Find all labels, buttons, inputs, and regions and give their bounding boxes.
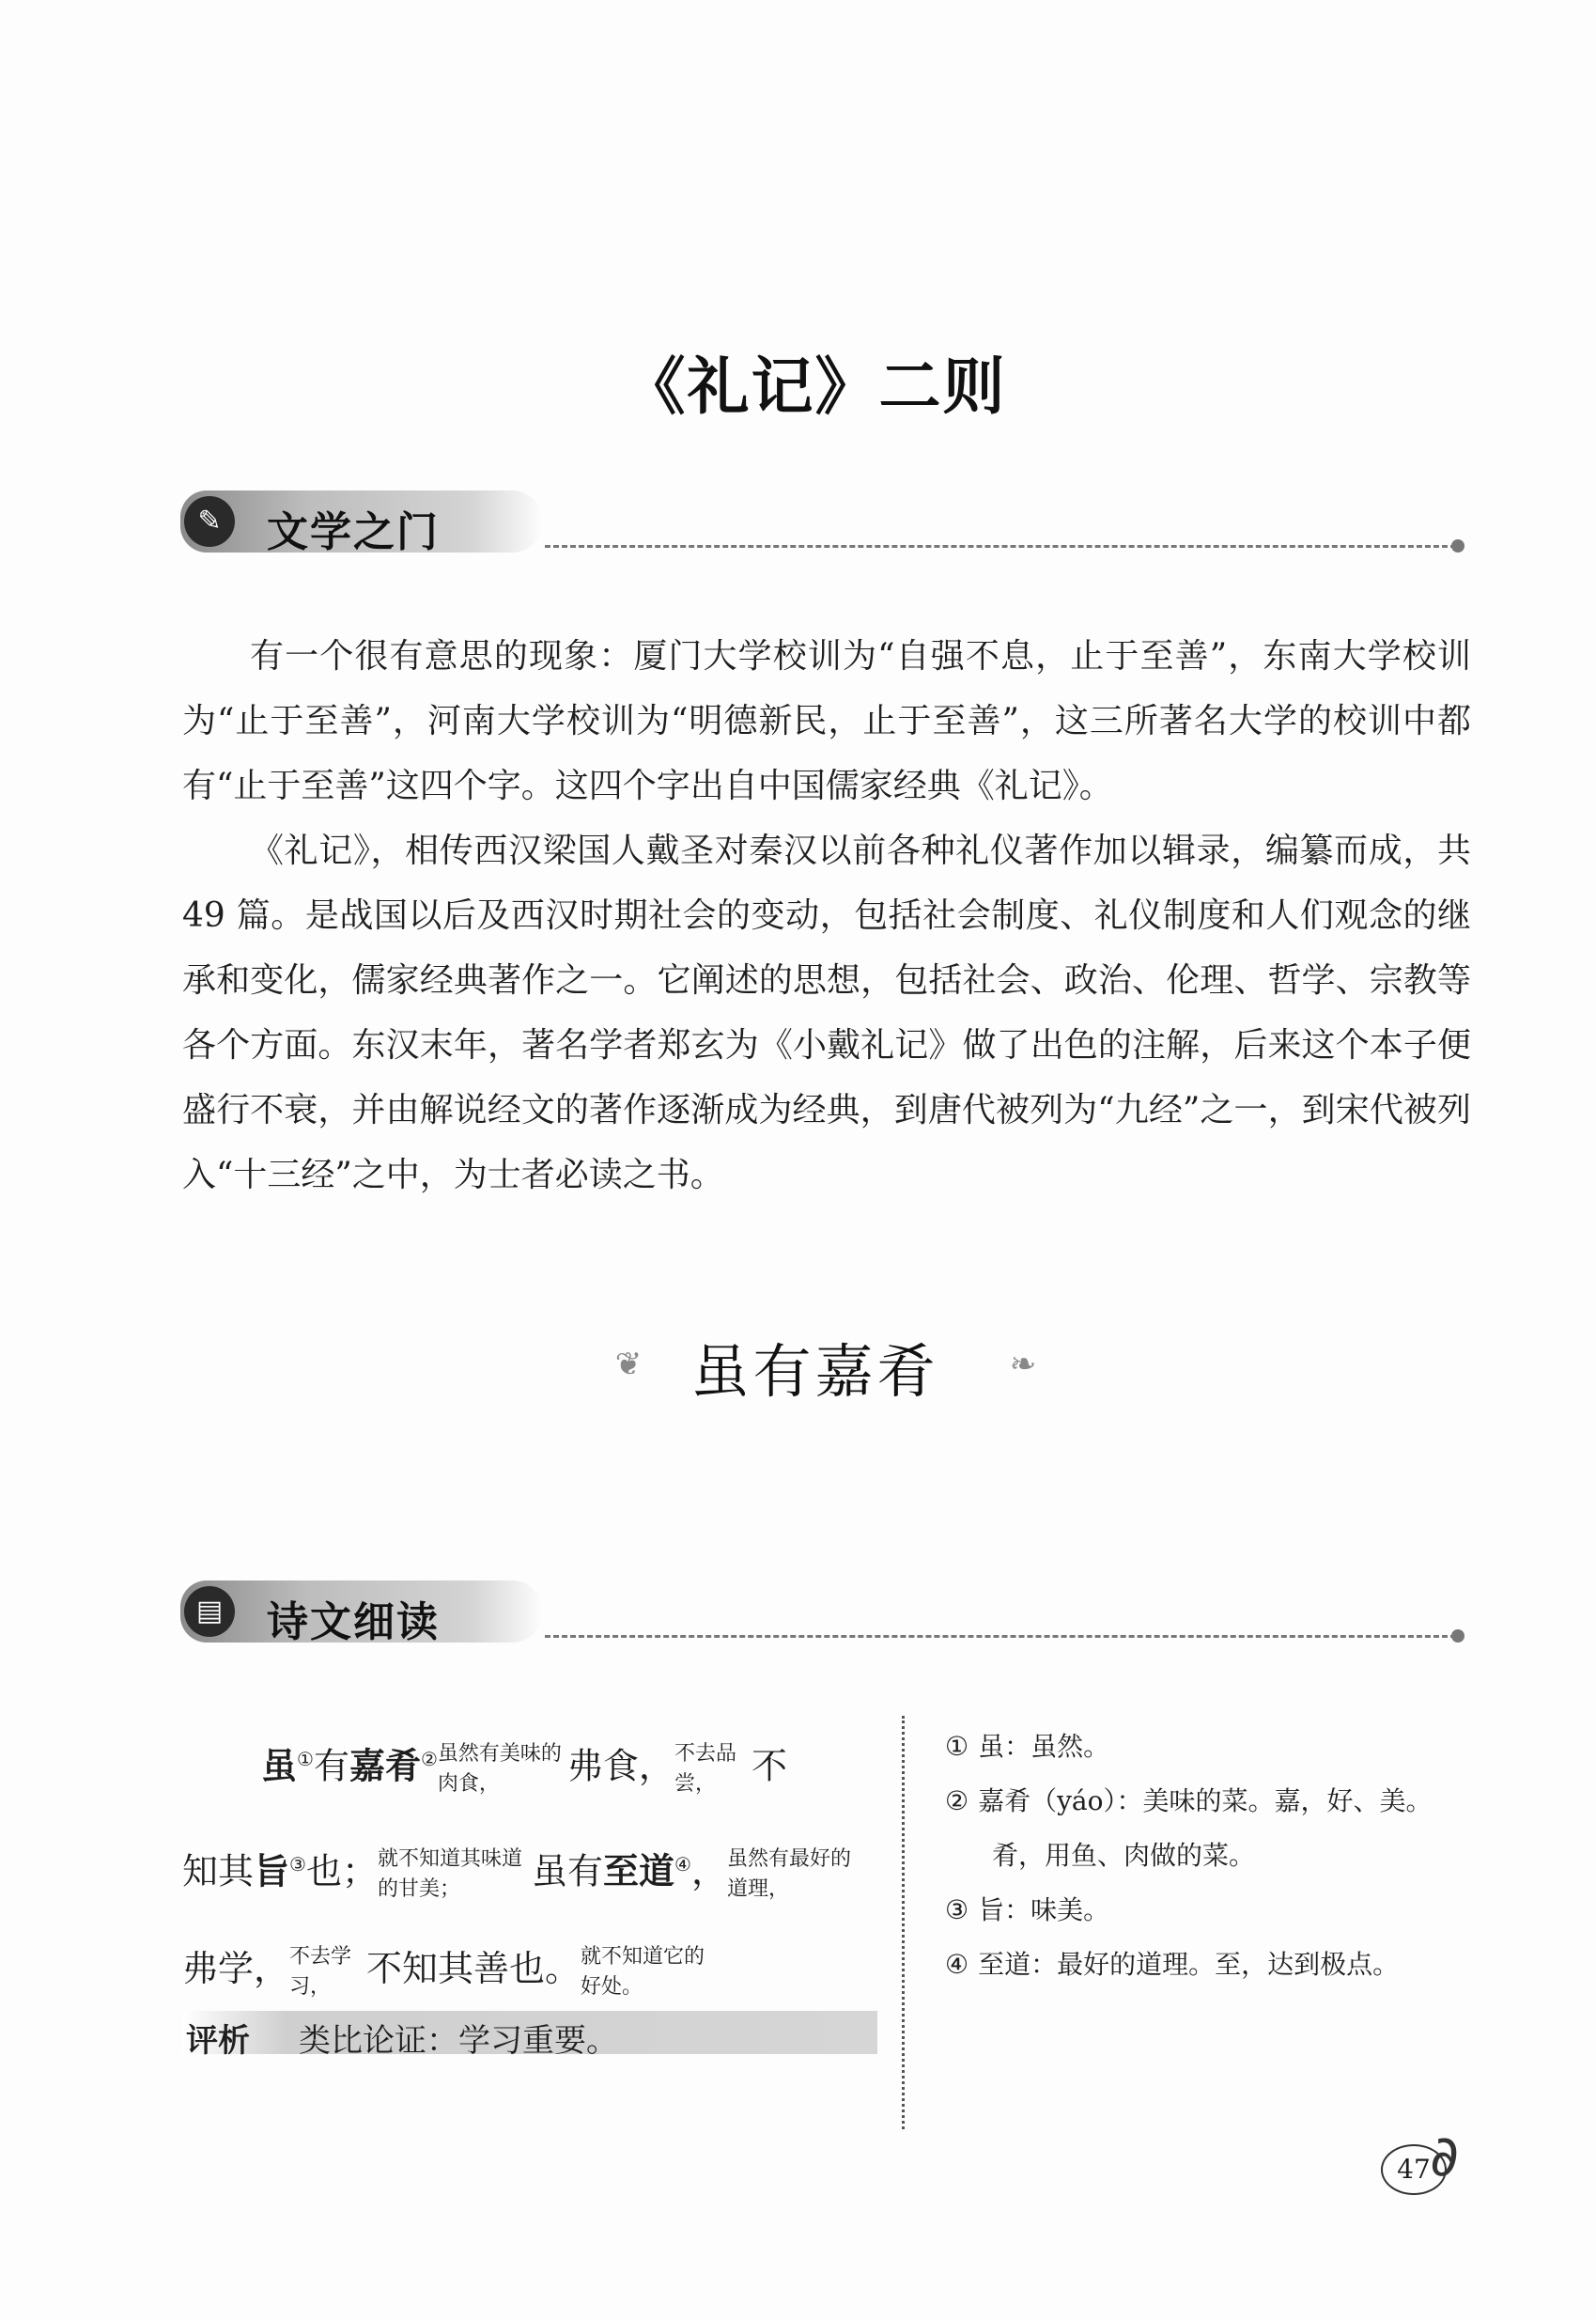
word: 弗食， — [566, 1745, 674, 1787]
ornament-right-icon: ❧ — [1009, 1346, 1037, 1383]
divider-dot — [1451, 1629, 1464, 1643]
divider-dot — [1451, 539, 1464, 553]
section-header-reading — [180, 1580, 543, 1646]
footnote-item — [945, 1883, 1490, 1938]
wavy-divider — [902, 1716, 918, 2129]
word: 旨 — [254, 1849, 290, 1892]
section-header-literature — [180, 490, 543, 556]
word: 不 — [751, 1745, 787, 1787]
intro-text — [182, 624, 1471, 1207]
footnote-text: 嘉肴（yáo）：美味的菜。嘉，好、美。 — [978, 1785, 1433, 1816]
dashed-divider — [545, 545, 1456, 548]
gloss: 虽然有美味的肉食， — [437, 1742, 562, 1797]
word: 也； — [305, 1850, 378, 1892]
word: 虽有 — [531, 1850, 603, 1892]
text-title: 虽有嘉肴 — [690, 1337, 939, 1406]
section-label: 文学之门 — [267, 508, 440, 556]
commentary-text: 类比论证：学习重要。 — [299, 2022, 618, 2060]
gloss: 就不知道其味道的甘美； — [377, 1846, 522, 1901]
books-icon: ▤ — [184, 1586, 235, 1637]
gloss: 不去学习， — [289, 1944, 352, 1999]
commentary-bar — [182, 2011, 877, 2060]
word: 有 — [313, 1745, 349, 1787]
word: 弗学， — [182, 1948, 290, 1990]
footnote-text: 虽：虽然。 — [978, 1731, 1110, 1762]
footnote-item — [945, 1938, 1490, 1992]
footnote-marker: ② — [420, 1748, 438, 1770]
word: ， — [690, 1850, 727, 1892]
footnote-number: ④ — [945, 1949, 969, 1980]
page-title: 《礼记》二则 — [623, 350, 1007, 423]
word: 不知其善也。 — [366, 1948, 581, 1990]
footnote-marker: ④ — [674, 1852, 691, 1876]
gloss: 就不知道它的好处。 — [581, 1944, 705, 1999]
footnote-number: ③ — [945, 1894, 969, 1925]
gloss: 不去品尝， — [674, 1742, 736, 1797]
intro-paragraph: 《礼记》，相传西汉梁国人戴圣对秦汉以前各种礼仪著作加以辑录，编纂而成，共 49 篇。是战国以后及西汉时期社会的变动，包括社会制度、礼仪制度和人们观念的继承和变化，儒家经典著作之一。它阐述的思想，包括社会、政治、伦理、哲学、宗教等各个方面。东汉末年，著名学者郑玄为《小戴礼记》做了出色的注解，后来这个本子便盛行不衰，并由解说经文的著作逐渐成为经典，到唐代被列为“九经”之一，到宋代被列入“十三经”之中，为士者必读之书。 — [182, 832, 1471, 1194]
page-number-badge — [1362, 2124, 1475, 2208]
footnote-marker: ③ — [289, 1852, 306, 1876]
page-number: 47 — [1381, 2144, 1447, 2195]
footnote-text-continued: 肴，用鱼、肉做的菜。 — [992, 1840, 1256, 1871]
text-line — [182, 1815, 877, 1921]
footnote-item — [945, 1720, 1490, 1774]
gloss: 虽然有最好的道理， — [726, 1846, 851, 1901]
ornament-left-icon: ❦ — [614, 1346, 643, 1383]
footnotes — [945, 1720, 1490, 1992]
footnote-marker: ① — [297, 1748, 314, 1770]
book-quill-icon: ✎ — [184, 496, 235, 547]
word: 虽 — [261, 1744, 298, 1787]
swirl-ornament-icon: ∂ — [1430, 2124, 1460, 2189]
text-line — [182, 1710, 877, 1815]
footnote-text: 旨：味美。 — [978, 1894, 1110, 1925]
footnote-item — [945, 1774, 1490, 1883]
dashed-divider — [545, 1635, 1456, 1638]
classical-text — [182, 1710, 877, 2017]
footnote-text: 至道：最好的道理。至，达到极点。 — [978, 1949, 1400, 1980]
word: 至道 — [603, 1849, 675, 1892]
footnote-number: ① — [945, 1731, 969, 1762]
text-line — [182, 1920, 877, 2017]
section-label: 诗文细读 — [267, 1598, 440, 1646]
intro-paragraph: 有一个很有意思的现象：厦门大学校训为“自强不息，止于至善”，东南大学校训为“止于至善”，河南大学校训为“明德新民，止于至善”，这三所著名大学的校训中都有“止于至善”这四个字。这四个字出自中国儒家经典《礼记》。 — [182, 637, 1471, 805]
word: 知其 — [182, 1850, 255, 1892]
footnote-number: ② — [945, 1785, 969, 1816]
commentary-label: 评析 — [186, 2022, 250, 2060]
word: 嘉肴 — [349, 1744, 421, 1787]
